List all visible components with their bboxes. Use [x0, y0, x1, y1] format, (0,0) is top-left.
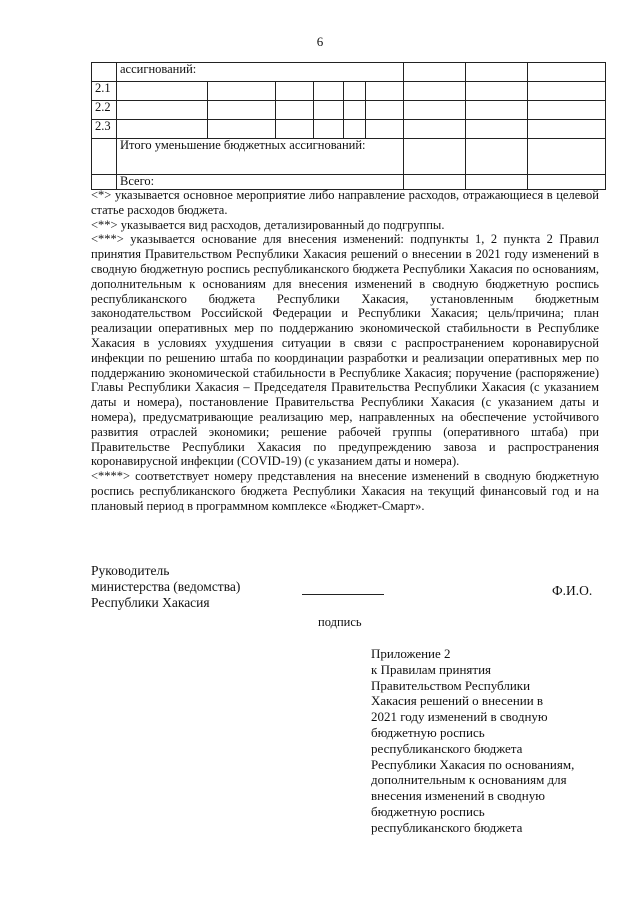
signatory-line: Республики Хакасия: [91, 595, 210, 610]
table-cell: [276, 82, 314, 101]
appendix-line: Хакасия решений о внесении в: [371, 693, 544, 709]
table-cell: [314, 101, 344, 120]
signature-caption: подпись: [318, 615, 362, 629]
page-number: 6: [316, 34, 324, 49]
signatory-name-placeholder: Ф.И.О.: [552, 583, 593, 598]
appendix-line: 2021 году изменений в сводную: [371, 709, 548, 725]
table-row: [92, 120, 606, 139]
table-cell: [466, 101, 528, 120]
table-cell: [276, 101, 314, 120]
table-cell: [314, 120, 344, 139]
row-number-cell: 2.2: [92, 101, 117, 120]
table-cell: [208, 101, 276, 120]
table-cell: [366, 101, 404, 120]
footnote: <****> соответствует номеру представления на внесение изменений в сводную бюджетную роспись республиканского бюджета Республики Хакасия на текущий финансовый год и на плановый период в программном комплексе «Бюджет-Смарт».: [91, 469, 599, 513]
signatory-line: министерства (ведомства): [91, 579, 241, 594]
appendix-line: Приложение 2: [371, 646, 451, 661]
appendix-line: внесения изменений в сводную: [371, 788, 545, 804]
table-row: [92, 139, 606, 175]
appendix-line: бюджетную роспись: [371, 724, 485, 740]
table-cell: [404, 139, 466, 175]
row-label-cell: Всего:: [117, 175, 404, 190]
table-row: [92, 63, 606, 82]
signatory-line: Руководитель: [91, 563, 170, 578]
table-cell: [366, 82, 404, 101]
table-cell: [117, 82, 208, 101]
footnote: <***> указывается основание для внесения изменений: подпункты 1, 2 пункта 2 Правил принятия Правительством Республики Хакасия решений о внесении в 2021 году изменений в сводную бюджетную роспись республиканского бюджета Республики Хакасия по основаниям, дополнительным к основаниям для внесения изменений в сводную бюджетную роспись республиканского бюджета Республики Хакасия, установленным бюджетным законодательством Российской Федерации и Республики Хакасия; цель/причина; план реализации оперативных мер по поддержанию экономической стабильности в Республике Хакасия в условиях ухудшения ситуации в связи с распространением коронавирусной инфекции по решению штаба по координации разработки и реализации оперативных мер по поддержанию экономической стабильности в Республике Хакасия; поручение (распоряжение) Главы Республики Хакасия – Председателя Правительства Республики Хакасия (с указанием даты и номера), постановление Правительства Республики Хакасия (с указанием даты и номера), предусматривающие реализацию мер, направленных на обеспечение устойчивого развития отраслей экономики; решение рабочей группы (оперативного штаба) при Правительстве Республики Хакасия по предупреждению завоза и распространения коронавирусной инфекции (COVID-19) (с указанием даты и номера).: [91, 232, 599, 469]
table-cell: [466, 63, 528, 82]
table-cell: [404, 82, 466, 101]
table-cell: [117, 120, 208, 139]
row-number-cell: 2.1: [92, 82, 117, 101]
table-cell: [344, 120, 366, 139]
appendix-line: дополнительным к основаниям для: [371, 772, 567, 788]
appendix-line: к Правилам принятия: [371, 661, 492, 677]
appendix-line: республиканского бюджета: [371, 819, 523, 835]
row-number-cell: 2.3: [92, 120, 117, 139]
row-label-cell: ассигнований:: [117, 63, 404, 82]
table-cell: [276, 120, 314, 139]
table-cell: [466, 82, 528, 101]
table-cell: [466, 139, 528, 175]
signatory-title: [91, 563, 240, 611]
table-cell: [117, 101, 208, 120]
row-number-cell: [92, 63, 117, 82]
appendix-line: республиканского бюджета: [371, 740, 523, 756]
appendix-line: бюджетную роспись: [371, 803, 485, 819]
footnotes: [91, 188, 599, 514]
appendix-line: Республики Хакасия по основаниям,: [371, 756, 575, 772]
table-cell: [404, 101, 466, 120]
table-cell: [404, 63, 466, 82]
row-number-cell: [92, 139, 117, 175]
appendix-header: [371, 646, 611, 836]
table-cell: [404, 120, 466, 139]
signature-line: [302, 593, 384, 595]
table-cell: [528, 139, 606, 175]
table-cell: [344, 82, 366, 101]
row-label-cell: Итого уменьшение бюджетных ассигнований:: [117, 139, 404, 175]
footnote: <*> указывается основное мероприятие либо направление расходов, отражающиеся в целевой статье расходов бюджета.: [91, 188, 599, 217]
appendix-line: Правительством Республики: [371, 677, 531, 693]
table-cell: [208, 120, 276, 139]
table-cell: [208, 82, 276, 101]
footnote: <**> указывается вид расходов, детализированный до подгруппы.: [91, 217, 445, 232]
table-cell: [528, 63, 606, 82]
table-cell: [314, 82, 344, 101]
table-row: [92, 82, 606, 101]
table-row: [92, 101, 606, 120]
budget-changes-table: [91, 62, 606, 190]
table-cell: [528, 120, 606, 139]
table-cell: [466, 120, 528, 139]
table-cell: [528, 101, 606, 120]
table-cell: [366, 120, 404, 139]
table-cell: [528, 82, 606, 101]
table-cell: [344, 101, 366, 120]
